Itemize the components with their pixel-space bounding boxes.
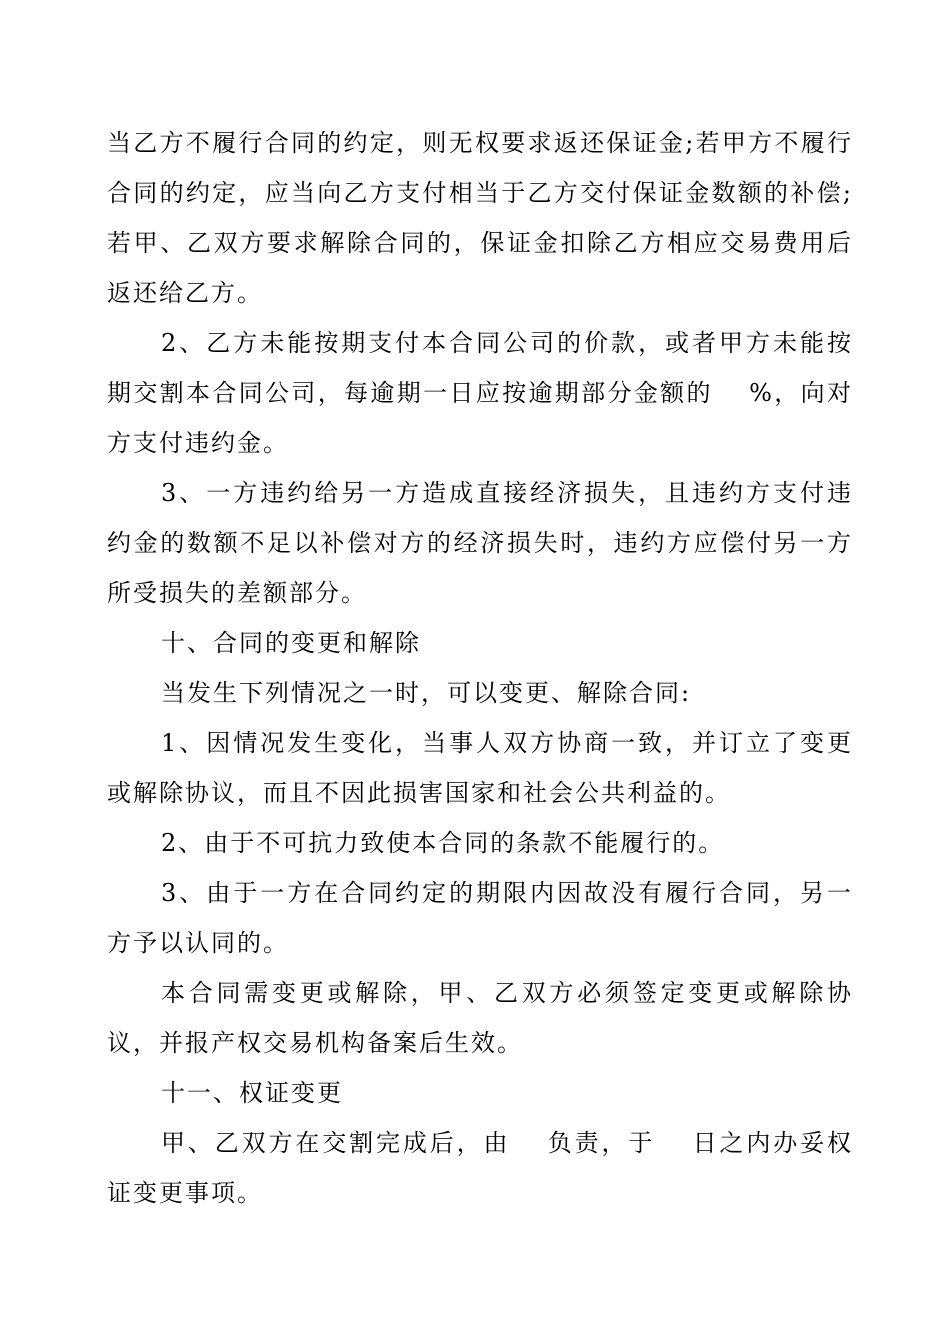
paragraph-condition-1: 1、因情况发生变化，当事人双方协商一致，并订立了变更或解除协议，而且不因此损害国家和社会公共利益的。: [107, 729, 853, 807]
paragraph-change-conditions-intro: 当发生下列情况之一时，可以变更、解除合同:: [161, 679, 692, 707]
paragraph-late-payment-penalty: 2、乙方未能按期支付本合同公司的价款，或者甲方未能按期交割本合同公司，每逾期一日应按逾期部分金额的 %，向对方支付违约金。: [107, 329, 853, 457]
section-heading-contract-change: 十、合同的变更和解除: [161, 629, 421, 657]
paragraph-deposit-terms: 当乙方不履行合同的约定，则无权要求返还保证金;若甲方不履行合同的约定，应当向乙方支付相当于乙方交付保证金数额的补偿;若甲、乙双方要求解除合同的，保证金扣除乙方相应交易费用后返还给乙方。: [107, 129, 853, 307]
paragraph-condition-3: 3、由于一方在合同约定的期限内因故没有履行合同，另一方予以认同的。: [107, 879, 853, 957]
paragraph-change-agreement: 本合同需变更或解除，甲、乙双方必须签定变更或解除协议，并报产权交易机构备案后生效。: [107, 979, 853, 1057]
paragraph-damage-compensation: 3、一方违约给另一方造成直接经济损失，且违约方支付违约金的数额不足以补偿对方的经济损失时，违约方应偿付另一方所受损失的差额部分。: [107, 479, 853, 607]
paragraph-title-transfer: 甲、乙双方在交割完成后，由 负责，于 日之内办妥权证变更事项。: [107, 1129, 853, 1207]
section-heading-title-change: 十一、权证变更: [161, 1079, 343, 1107]
paragraph-condition-2: 2、由于不可抗力致使本合同的条款不能履行的。: [161, 829, 725, 857]
document-body: [107, 118, 853, 1218]
